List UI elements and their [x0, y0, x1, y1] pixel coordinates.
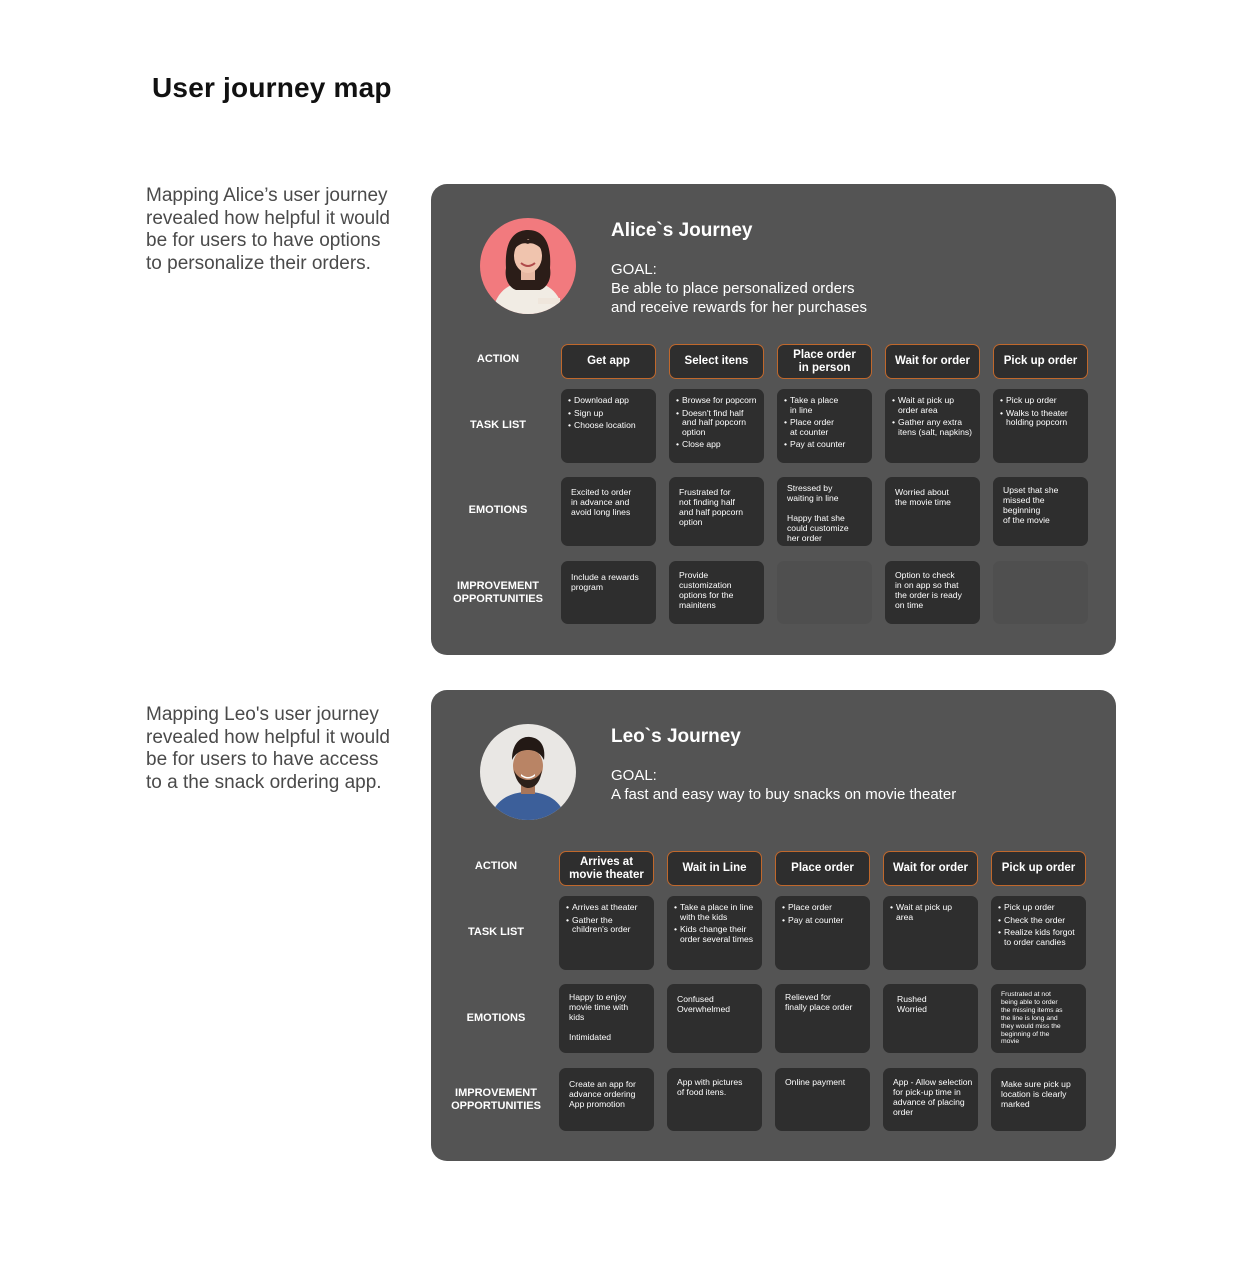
page-title: User journey map: [152, 72, 392, 103]
alice-action-cell: Pick up order: [993, 344, 1088, 379]
leo-intro-text: Mapping Leo's user journey revealed how helpful it would be for users to have access to a the snack ordering app.: [146, 704, 390, 793]
leo-journey-title: Leo`s Journey: [611, 726, 741, 747]
alice-action-cell: Get app: [561, 344, 656, 379]
alice-improvement-cell: Option to check in on app so that the order is ready on time: [885, 561, 980, 624]
alice-task-cell: [669, 389, 764, 463]
leo-emotion-cell: Rushed Worried: [883, 984, 978, 1053]
task-item: • Download app: [568, 396, 652, 406]
action-row-label: ACTION: [476, 353, 520, 365]
emotions-row-label: EMOTIONS: [466, 1012, 526, 1024]
task-item: • Wait at pick up order area: [892, 396, 976, 415]
alice-action-cell: Place order in person: [777, 344, 872, 379]
task-item: • Kids change their order several times: [674, 925, 758, 944]
improvement-row-label: IMPROVEMENT OPPORTUNITIES: [451, 1087, 541, 1112]
alice-emotion-cell: Worried about the movie time: [885, 477, 980, 546]
leo-improvement-cell: App - Allow selection for pick-up time in advance of placing order: [883, 1068, 978, 1131]
leo-improvement-cell: Make sure pick up location is clearly marked: [991, 1068, 1086, 1131]
alice-emotion-cell: Frustrated for not finding half and half popcorn option: [669, 477, 764, 546]
leo-task-cell: [559, 896, 654, 970]
task-item: • Wait at pick up area: [890, 903, 974, 922]
leo-emotion-cell: Happy to enjoy movie time with kids Intimidated: [559, 984, 654, 1053]
task-item: • Gather any extra itens (salt, napkins): [892, 418, 976, 437]
task-item: • Pay at counter: [782, 916, 866, 926]
alice-improvement-cell: Include a rewards program: [561, 561, 656, 624]
leo-emotion-cell: Frustrated at not being able to order the missing items as the line is long and they would miss the beginning of the movie: [991, 984, 1086, 1053]
leo-action-cell: Wait in Line: [667, 851, 762, 886]
alice-emotion-cell: Upset that she missed the beginning of the movie: [993, 477, 1088, 546]
leo-improvement-cell: App with pictures of food itens.: [667, 1068, 762, 1131]
task-item: • Pick up order: [998, 903, 1082, 913]
leo-task-cell: [991, 896, 1086, 970]
leo-action-cell: Arrives at movie theater: [559, 851, 654, 886]
task-item: • Sign up: [568, 409, 652, 419]
leo-card-header: [611, 726, 956, 804]
leo-task-cell: [775, 896, 870, 970]
leo-emotion-cell: Confused Overwhelmed: [667, 984, 762, 1053]
task-item: • Close app: [676, 440, 760, 450]
leo-improvement-cell: Create an app for advance ordering App promotion: [559, 1068, 654, 1131]
leo-action-cell: Wait for order: [883, 851, 978, 886]
alice-intro-text: Mapping Alice’s user journey revealed how helpful it would be for users to have options to personalize their orders.: [146, 185, 390, 274]
alice-improvement-cell-empty: [777, 561, 872, 624]
leo-goal-text: A fast and easy way to buy snacks on movie theater: [611, 786, 957, 803]
task-item: • Take a place in line: [784, 396, 868, 415]
task-item: • Walks to theater holding popcorn: [1000, 409, 1084, 428]
task-list-row-label: TASK LIST: [469, 419, 526, 431]
task-item: • Gather the children's order: [566, 916, 650, 935]
leo-avatar: [480, 724, 576, 820]
leo-action-cell: Pick up order: [991, 851, 1086, 886]
alice-task-cell: [885, 389, 980, 463]
alice-improvement-cell-empty: [993, 561, 1088, 624]
improvement-row-label: IMPROVEMENT OPPORTUNITIES: [453, 580, 543, 605]
leo-task-cell: [667, 896, 762, 970]
alice-card-header: [611, 220, 867, 317]
alice-action-cell: Select itens: [669, 344, 764, 379]
leo-emotion-cell: Relieved for finally place order: [775, 984, 870, 1053]
action-row-label: ACTION: [474, 860, 518, 872]
task-item: • Doesn't find half and half popcorn option: [676, 409, 760, 438]
alice-task-cell: [561, 389, 656, 463]
task-item: • Pay at counter: [784, 440, 868, 450]
task-list-row-label: TASK LIST: [467, 926, 524, 938]
task-item: • Place order: [782, 903, 866, 913]
leo-goal-label: GOAL:: [611, 767, 657, 784]
alice-journey-card: [431, 184, 1116, 655]
alice-task-cell: [993, 389, 1088, 463]
task-item: • Browse for popcorn: [676, 396, 760, 406]
alice-action-cell: Wait for order: [885, 344, 980, 379]
leo-task-cell: [883, 896, 978, 970]
alice-emotion-cell: Stressed by waiting in line Happy that she could customize her order: [777, 477, 872, 546]
task-item: • Take a place in line with the kids: [674, 903, 758, 922]
leo-journey-card: [431, 690, 1116, 1161]
alice-journey-title: Alice`s Journey: [611, 220, 753, 241]
emotions-row-label: EMOTIONS: [468, 504, 528, 516]
alice-goal-label: GOAL:: [611, 261, 657, 278]
alice-improvement-cell: Provide customization options for the mainitens: [669, 561, 764, 624]
task-item: • Place order at counter: [784, 418, 868, 437]
alice-task-cell: [777, 389, 872, 463]
alice-goal-text: Be able to place personalized orders and receive rewards for her purchases: [611, 280, 867, 316]
task-item: • Pick up order: [1000, 396, 1084, 406]
task-item: • Choose location: [568, 421, 652, 431]
alice-emotion-cell: Excited to order in advance and avoid long lines: [561, 477, 656, 546]
task-item: • Realize kids forgot to order candies: [998, 928, 1082, 947]
leo-improvement-cell: Online payment: [775, 1068, 870, 1131]
task-item: • Arrives at theater: [566, 903, 650, 913]
leo-action-cell: Place order: [775, 851, 870, 886]
task-item: • Check the order: [998, 916, 1082, 926]
alice-avatar: [480, 218, 576, 314]
